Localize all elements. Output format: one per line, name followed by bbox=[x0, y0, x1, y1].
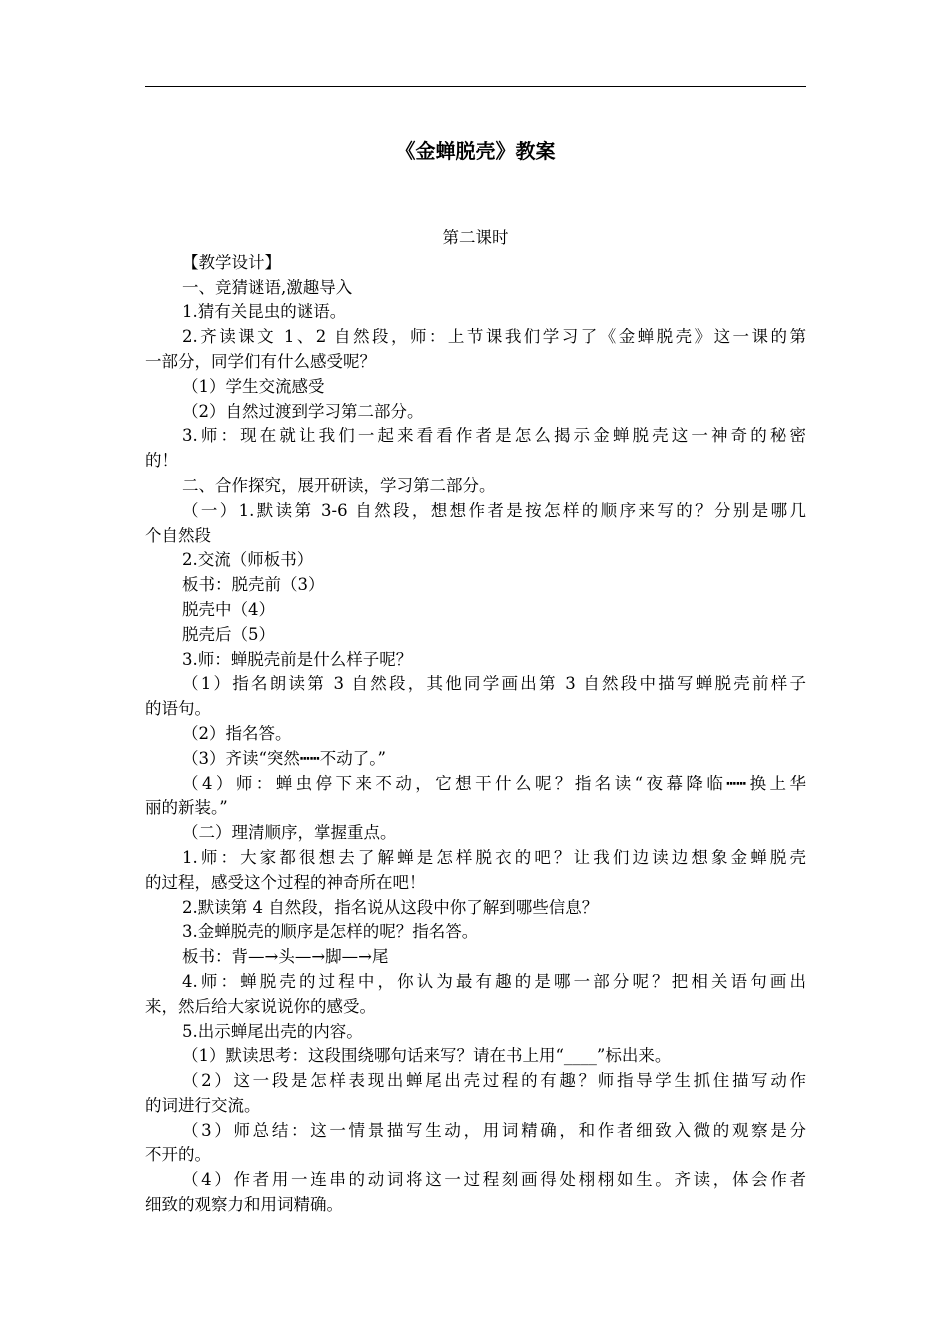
paragraph-line: 二、合作探究，展开研读，学习第二部分。 bbox=[182, 475, 496, 495]
paragraph-line: （1）默读思考：这段围绕哪句话来写？请在书上用“____”标出来。 bbox=[182, 1046, 672, 1066]
paragraph-line: 丽的新装。” bbox=[145, 798, 228, 818]
paragraph-line: 4.师：蝉脱壳的过程中，你认为最有趣的是哪一部分呢？把相关语句画出 bbox=[182, 971, 806, 991]
paragraph-line: （2）指名答。 bbox=[182, 723, 292, 743]
paragraph-line: 1.猜有关昆虫的谜语。 bbox=[182, 302, 347, 322]
paragraph-line: 【教学设计】 bbox=[182, 252, 281, 272]
paragraph-line: （2）这一段是怎样表现出蝉尾出壳过程的有趣？师指导学生抓住描写动作 bbox=[182, 1071, 806, 1091]
document-body bbox=[145, 226, 806, 1218]
lesson-period: 第二课时 bbox=[442, 228, 509, 247]
paragraph-line: 脱壳中（4） bbox=[182, 599, 275, 619]
paragraph-line: （3）师总结：这一情景描写生动，用词精确，和作者细致入微的观察是分 bbox=[182, 1120, 806, 1140]
paragraph-line: 一、竞猜谜语,激趣导入 bbox=[182, 277, 353, 297]
paragraph-line: （一）1.默读第 3-6 自然段，想想作者是按怎样的顺序来写的？分别是哪几 bbox=[182, 500, 806, 520]
paragraph-line: 的！ bbox=[145, 451, 178, 471]
paragraph-line: 板书：脱壳前（3） bbox=[182, 575, 325, 595]
document-title: 《金蝉脱壳》教案 bbox=[395, 139, 556, 163]
paragraph-line: 不开的。 bbox=[145, 1145, 211, 1165]
paragraph-line: 3.金蝉脱壳的顺序是怎样的呢？指名答。 bbox=[182, 922, 479, 942]
paragraph-line: （二）理清顺序，掌握重点。 bbox=[182, 823, 397, 843]
paragraph-line: 细致的观察力和用词精确。 bbox=[145, 1195, 343, 1215]
paragraph-line: （4）作者用一连串的动词将这一过程刻画得处栩栩如生。齐读，体会作者 bbox=[182, 1170, 806, 1190]
paragraph-line: 的词进行交流。 bbox=[145, 1095, 261, 1115]
paragraph-line: （4）师：蝉虫停下来不动，它想干什么呢？指名读“夜幕降临┅┅换上华 bbox=[182, 773, 806, 793]
paragraph-line: 5.出示蝉尾出壳的内容。 bbox=[182, 1021, 363, 1041]
paragraph-line: 脱壳后（5） bbox=[182, 624, 275, 644]
paragraph-line: 2.默读第 4 自然段，指名说从这段中你了解到哪些信息？ bbox=[182, 897, 599, 917]
paragraph-line: （2）自然过渡到学习第二部分。 bbox=[182, 401, 424, 421]
paragraph-line: 的语句。 bbox=[145, 699, 211, 719]
paragraph-line: 板书：背—→头—→脚—→尾 bbox=[182, 947, 389, 967]
paragraph-line: （1）指名朗读第 3 自然段，其他同学画出第 3 自然段中描写蝉脱壳前样子 bbox=[182, 674, 806, 694]
header-rule bbox=[145, 86, 806, 87]
paragraph-line: 2.交流（师板书） bbox=[182, 550, 314, 570]
paragraph-line: 3.师：蝉脱壳前是什么样子呢？ bbox=[182, 649, 413, 669]
paragraph-line: 来，然后给大家说说你的感受。 bbox=[145, 996, 376, 1016]
paragraph-line: 3.师：现在就让我们一起来看看作者是怎么揭示金蝉脱壳这一神奇的秘密 bbox=[182, 426, 806, 446]
paragraph-line: 个自然段 bbox=[145, 525, 211, 545]
paragraph-line: 2.齐读课文 1、2 自然段，师：上节课我们学习了《金蝉脱壳》这一课的第 bbox=[182, 327, 806, 347]
paragraph-line: （3）齐读“突然┅┅不动了。” bbox=[182, 748, 386, 768]
paragraph-line: 一部分，同学们有什么感受呢？ bbox=[145, 351, 376, 371]
paragraph-line: 1.师：大家都很想去了解蝉是怎样脱衣的吧？让我们边读边想象金蝉脱壳 bbox=[182, 847, 806, 867]
paragraph-line: 的过程，感受这个过程的神奇所在吧！ bbox=[145, 872, 426, 892]
paragraph-line: （1）学生交流感受 bbox=[182, 376, 325, 396]
